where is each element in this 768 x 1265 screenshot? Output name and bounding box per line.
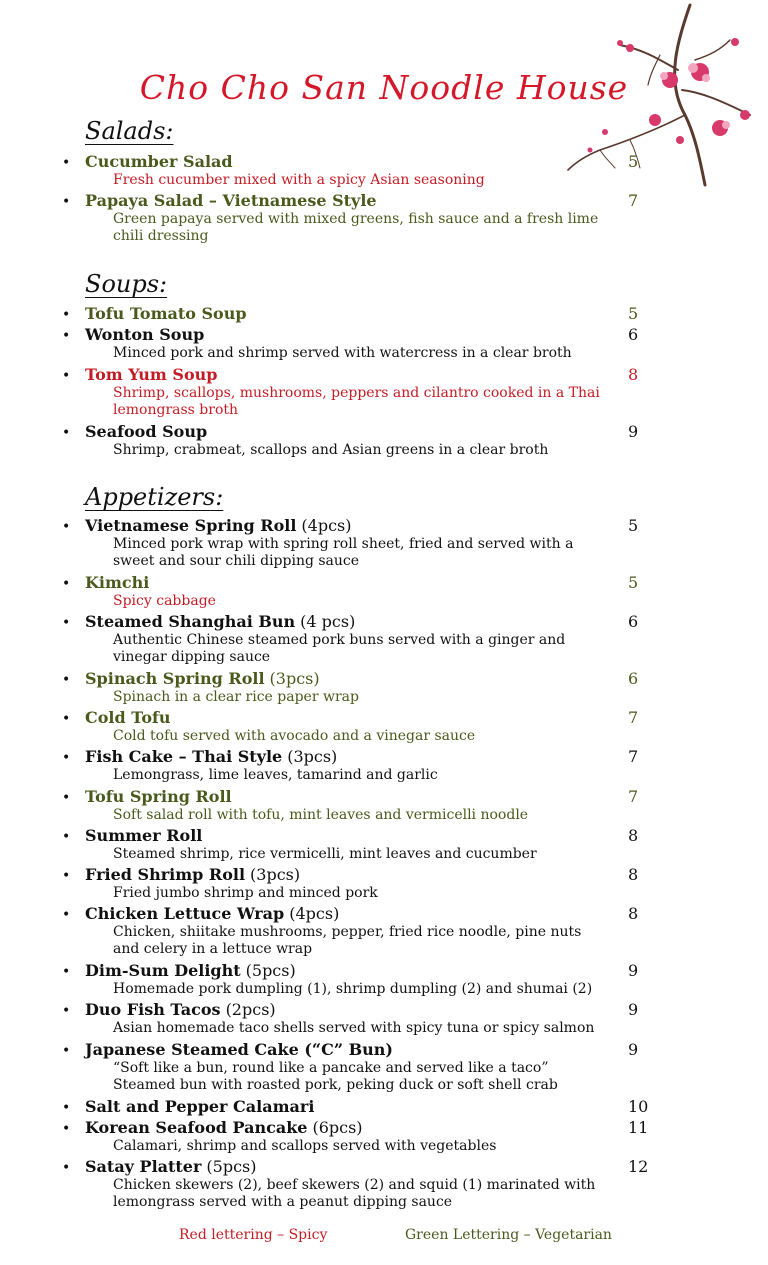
section-heading-soups: Soups: xyxy=(85,270,168,298)
bullet-icon: • xyxy=(62,328,71,344)
menu-item-row xyxy=(62,1000,692,1020)
menu-item-description: Spinach in a clear rice paper wrap xyxy=(113,689,359,705)
menu-item-quantity: (5pcs) xyxy=(245,961,296,980)
menu-item-price: 6 xyxy=(628,325,639,344)
menu-item-price: 8 xyxy=(628,904,639,923)
menu-item-price: 5 xyxy=(628,304,639,323)
menu-item-row xyxy=(62,826,692,846)
menu-item-description: Minced pork and shrimp served with watercress in a clear broth xyxy=(113,345,572,361)
menu-item xyxy=(62,573,692,610)
menu-item-description: Shrimp, crabmeat, scallops and Asian greens in a clear broth xyxy=(113,442,549,458)
menu-item-price: 5 xyxy=(628,516,639,535)
menu-item-quantity: (4 pcs) xyxy=(300,612,356,631)
menu-item-price: 10 xyxy=(628,1097,649,1116)
menu-item-price: 5 xyxy=(628,152,639,171)
menu-item-row xyxy=(62,1040,692,1060)
bullet-icon: • xyxy=(62,964,71,980)
menu-item-row xyxy=(62,325,692,345)
menu-item-description: Steamed shrimp, rice vermicelli, mint leaves and cucumber xyxy=(113,846,537,862)
menu-item-name: Dim-Sum Delight xyxy=(85,961,241,980)
menu-item-row xyxy=(62,191,692,211)
menu-item xyxy=(62,747,692,784)
menu-item xyxy=(62,961,692,998)
menu-item-price: 9 xyxy=(628,1000,639,1019)
menu-item-name: Tofu Tomato Soup xyxy=(85,304,247,323)
menu-item xyxy=(62,826,692,863)
bullet-icon: • xyxy=(62,1003,71,1019)
menu-item-price: 6 xyxy=(628,669,639,688)
menu-item-price: 9 xyxy=(628,961,639,980)
menu-item-price: 12 xyxy=(628,1157,649,1176)
bullet-icon: • xyxy=(62,868,71,884)
menu-item-description: Green papaya served with mixed greens, fish sauce and a fresh lime chili dressing xyxy=(113,211,599,244)
bullet-icon: • xyxy=(62,519,71,535)
menu-item-description: Minced pork wrap with spring roll sheet, fried and served with a sweet and sour chili dipping sauce xyxy=(113,536,574,569)
menu-item-quantity: (3pcs) xyxy=(287,747,338,766)
menu-item-row xyxy=(62,573,692,593)
bullet-icon: • xyxy=(62,1160,71,1176)
menu-item-row xyxy=(62,152,692,172)
menu-item-description: Chicken skewers (2), beef skewers (2) and squid (1) marinated with lemongrass served with a peanut dipping sauce xyxy=(113,1177,596,1210)
menu-item-price: 11 xyxy=(628,1118,649,1137)
menu-item-name: Tofu Spring Roll xyxy=(85,787,232,806)
menu-item-name: Fried Shrimp Roll xyxy=(85,865,246,884)
menu-item-name: Satay Platter xyxy=(85,1157,202,1176)
menu-item xyxy=(62,191,692,245)
menu-item-description: Homemade pork dumpling (1), shrimp dumpling (2) and shumai (2) xyxy=(113,981,593,997)
menu-item-quantity: (3pcs) xyxy=(269,669,320,688)
menu-item xyxy=(62,365,692,419)
menu-item xyxy=(62,516,692,570)
menu-item-price: 7 xyxy=(628,191,639,210)
menu-item-description: Soft salad roll with tofu, mint leaves and vermicelli noodle xyxy=(113,807,529,823)
menu-item-row xyxy=(62,612,692,632)
menu-item-price: 9 xyxy=(628,1040,639,1059)
menu-item xyxy=(62,325,692,362)
menu-item-row xyxy=(62,1118,692,1138)
menu-item-price: 5 xyxy=(628,573,639,592)
menu-item-description: Chicken, shiitake mushrooms, pepper, fried rice noodle, pine nuts and celery in a lettuce wrap xyxy=(113,924,582,957)
menu-item-price: 8 xyxy=(628,365,639,384)
bullet-icon: • xyxy=(62,576,71,592)
menu-item-description: Spicy cabbage xyxy=(113,593,216,609)
menu-item-name: Wonton Soup xyxy=(85,325,205,344)
bullet-icon: • xyxy=(62,1100,71,1116)
menu-item-name: Cold Tofu xyxy=(85,708,171,727)
menu-item xyxy=(62,1157,692,1211)
section-heading-appetizers: Appetizers: xyxy=(85,483,224,511)
menu-item-description: Asian homemade taco shells served with spicy tuna or spicy salmon xyxy=(113,1020,595,1036)
legend-spicy: Red lettering – Spicy xyxy=(179,1227,328,1243)
menu-item-description: Fresh cucumber mixed with a spicy Asian seasoning xyxy=(113,172,485,188)
menu-item-price: 8 xyxy=(628,865,639,884)
menu-item-quantity: (4pcs) xyxy=(289,904,340,923)
menu-item-name: Japanese Steamed Cake (“C” Bun) xyxy=(85,1040,393,1059)
bullet-icon: • xyxy=(62,368,71,384)
menu-item xyxy=(62,904,692,958)
menu-item-description: “Soft like a bun, round like a pancake and served like a taco” Steamed bun with roasted pork, peking duck or soft shell crab xyxy=(113,1060,558,1093)
menu-item xyxy=(62,787,692,824)
menu-item-quantity: (5pcs) xyxy=(206,1157,257,1176)
menu-item-price: 9 xyxy=(628,422,639,441)
menu-item-description: Authentic Chinese steamed pork buns served with a ginger and vinegar dipping sauce xyxy=(113,632,566,665)
menu-item xyxy=(62,865,692,902)
bullet-icon: • xyxy=(62,790,71,806)
menu-item-name: Chicken Lettuce Wrap xyxy=(85,904,285,923)
legend-vegetarian: Green Lettering – Vegetarian xyxy=(405,1227,612,1243)
menu-item-row xyxy=(62,904,692,924)
bullet-icon: • xyxy=(62,425,71,441)
menu-item-name: Tom Yum Soup xyxy=(85,365,218,384)
menu-item-row xyxy=(62,304,692,324)
menu-item-price: 6 xyxy=(628,612,639,631)
menu-item xyxy=(62,1040,692,1094)
menu-item-price: 7 xyxy=(628,787,639,806)
menu-item-row xyxy=(62,747,692,767)
menu-item xyxy=(62,708,692,745)
menu-item xyxy=(62,669,692,706)
bullet-icon: • xyxy=(62,615,71,631)
menu-item xyxy=(62,1000,692,1037)
menu-item-name: Fish Cake – Thai Style xyxy=(85,747,283,766)
menu-item-name: Salt and Pepper Calamari xyxy=(85,1097,315,1116)
menu-item xyxy=(62,612,692,666)
menu-item-row xyxy=(62,422,692,442)
bullet-icon: • xyxy=(62,1121,71,1137)
menu-item-description: Calamari, shrimp and scallops served with vegetables xyxy=(113,1138,497,1154)
menu-item-quantity: (4pcs) xyxy=(301,516,352,535)
menu-item xyxy=(62,422,692,459)
menu-item xyxy=(62,1097,692,1117)
menu-item-description: Lemongrass, lime leaves, tamarind and garlic xyxy=(113,767,438,783)
menu-item-row xyxy=(62,1097,692,1117)
menu-item xyxy=(62,304,692,324)
bullet-icon: • xyxy=(62,307,71,323)
section-heading-salads: Salads: xyxy=(85,117,174,145)
menu-item-name: Steamed Shanghai Bun xyxy=(85,612,296,631)
menu-item-row xyxy=(62,669,692,689)
bullet-icon: • xyxy=(62,829,71,845)
menu-item-row xyxy=(62,516,692,536)
menu-item-name: Kimchi xyxy=(85,573,150,592)
menu-item-name: Spinach Spring Roll xyxy=(85,669,265,688)
menu-item-quantity: (3pcs) xyxy=(250,865,301,884)
menu-item-price: 7 xyxy=(628,708,639,727)
menu-item-row xyxy=(62,708,692,728)
menu-item-price: 8 xyxy=(628,826,639,845)
bullet-icon: • xyxy=(62,155,71,171)
menu-item-row xyxy=(62,961,692,981)
menu-item-description: Fried jumbo shrimp and minced pork xyxy=(113,885,378,901)
menu-item-name: Seafood Soup xyxy=(85,422,208,441)
menu-item-quantity: (6pcs) xyxy=(312,1118,363,1137)
menu-item-quantity: (2pcs) xyxy=(225,1000,276,1019)
bullet-icon: • xyxy=(62,194,71,210)
menu-item-name: Summer Roll xyxy=(85,826,203,845)
menu-item-name: Vietnamese Spring Roll xyxy=(85,516,297,535)
menu-item xyxy=(62,152,692,189)
menu-item-name: Korean Seafood Pancake xyxy=(85,1118,308,1137)
bullet-icon: • xyxy=(62,672,71,688)
menu-item-price: 7 xyxy=(628,747,639,766)
bullet-icon: • xyxy=(62,750,71,766)
menu-item-description: Cold tofu served with avocado and a vinegar sauce xyxy=(113,728,476,744)
menu-item-row xyxy=(62,365,692,385)
bullet-icon: • xyxy=(62,907,71,923)
menu-item-name: Papaya Salad – Vietnamese Style xyxy=(85,191,377,210)
menu-item xyxy=(62,1118,692,1155)
menu-item-name: Cucumber Salad xyxy=(85,152,233,171)
menu-item-row xyxy=(62,1157,692,1177)
menu-item-description: Shrimp, scallops, mushrooms, peppers and cilantro cooked in a Thai lemongrass broth xyxy=(113,385,600,418)
bullet-icon: • xyxy=(62,711,71,727)
menu-item-row xyxy=(62,865,692,885)
menu-item-row xyxy=(62,787,692,807)
bullet-icon: • xyxy=(62,1043,71,1059)
menu-item-name: Duo Fish Tacos xyxy=(85,1000,221,1019)
restaurant-title: Cho Cho San Noodle House xyxy=(139,68,629,107)
